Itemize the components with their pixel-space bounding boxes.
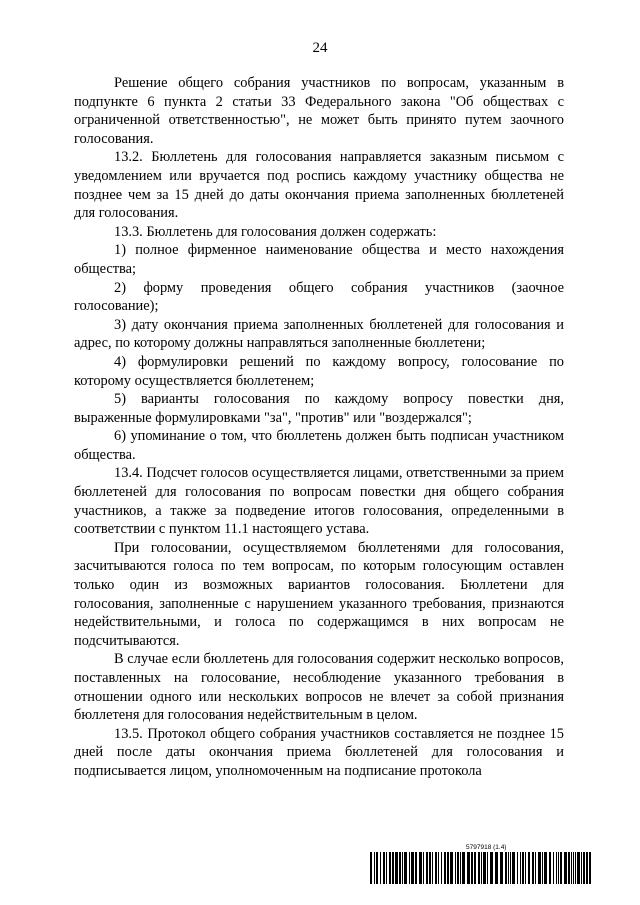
page-number: 24 (312, 40, 328, 56)
barcode-caption: 5797918 (1.4) (466, 844, 507, 851)
paragraph: При голосовании, осуществляемом бюллетенями для голосования, засчитываются голоса по тем вопросам, по которым голосующим оставлен только один из возможных вариантов голосования. Бюллетени для голосования, заполненные с нарушением указанного требования, признаются недействительными, и голоса по содержащимся в них вопросам не подсчитываются. (74, 539, 564, 649)
list-item: 4) формулировки решений по каждому вопросу, голосование по которому осуществляется бюллетенем; (74, 353, 564, 389)
paragraph: 13.2. Бюллетень для голосования направляется заказным письмом с уведомлением или вручается под роспись каждому участнику общества не позднее чем за 15 дней до даты окончания приема заполненных бюллетеней для голосования. (74, 149, 564, 222)
paragraph: 13.4. Подсчет голосов осуществляется лицами, ответственными за прием бюллетеней для голосования по вопросам повестки дня общего собрания участников, а также за подведение итогов голосования, определенными в соответствии с пунктом 11.1 настоящего устава. (74, 465, 564, 538)
document-body (74, 74, 564, 781)
barcode-stamp (370, 844, 592, 884)
list-item: 2) форму проведения общего собрания участников (заочное голосование); (74, 279, 564, 315)
paragraph: Решение общего собрания участников по вопросам, указанным в подпункте 6 пункта 2 статьи 33 Федерального закона "Об обществах с ограниченной ответственностью", не может быть принято путем заочного голосования. (74, 75, 564, 147)
list-item: 1) полное фирменное наименование общества и место нахождения общества; (74, 242, 564, 277)
list-item: 6) упоминание о том, что бюллетень должен быть подписан участником общества. (74, 428, 564, 463)
paragraph: 13.3. Бюллетень для голосования должен содержать: (114, 223, 437, 240)
list-item: 3) дату окончания приема заполненных бюллетеней для голосования и адрес, по которому должны направляться заполненные бюллетени; (74, 316, 564, 352)
paragraph: 13.5. Протокол общего собрания участников составляется не позднее 15 дней после даты окончания приема бюллетеней для голосования и подписывается лицом, уполномоченным на подписание протокола (74, 725, 564, 779)
barcode-icon (370, 852, 592, 884)
list-item: 5) варианты голосования по каждому вопросу повестки дня, выраженные формулировками "за", "против" или "воздержался"; (74, 391, 564, 426)
paragraph: В случае если бюллетень для голосования содержит несколько вопросов, поставленных на голосование, несоблюдение указанного требования в отношении одного или нескольких вопросов не влечет за собой признания бюллетеня для голосования недействительным в целом. (74, 651, 564, 724)
